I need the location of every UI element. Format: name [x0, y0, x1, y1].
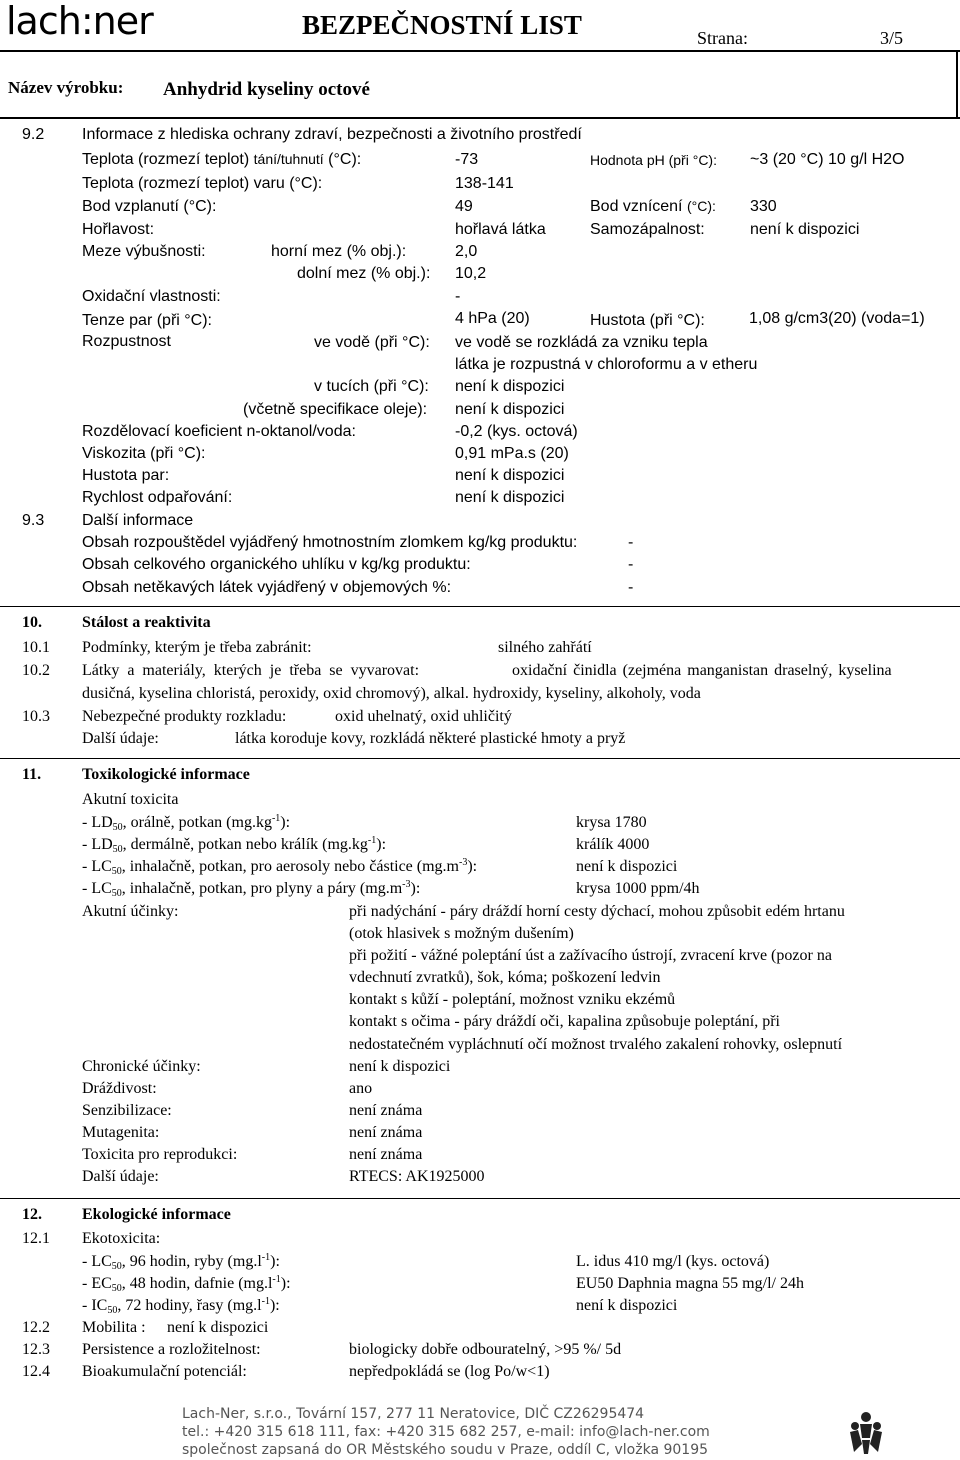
- ld50-dermal-value: králík 4000: [576, 836, 650, 853]
- self-ignition-label: Samozápalnost:: [590, 221, 705, 238]
- solubility-water-value-2: látka je rozpustná v chloroformu a v etheru: [455, 356, 758, 373]
- flammability-label: Hořlavost:: [82, 221, 155, 238]
- acute-effects-line: nedostatečném vypláchnutí očí možnost trvalého zakalení rohovky, oslepnutí: [349, 1036, 843, 1053]
- ic50-algae-label: - $IC_{50}$, 72 hodiny, řasy $(mg.l^{-1})$:: [82, 1296, 280, 1316]
- density-value: 1,08 g/cm3(20) (voda=1): [749, 310, 925, 327]
- product-divider: [0, 117, 960, 119]
- bioaccumulation-value: nepředpokládá se (log Po/w<1): [349, 1363, 550, 1380]
- document-title: BEZPEČNOSTNÍ LIST: [302, 10, 582, 40]
- section-9-3-number: 9.3: [22, 512, 45, 529]
- ignition-label: Bod vznícení (°C):: [590, 198, 716, 215]
- melting-value: -73: [455, 151, 479, 168]
- density-label: Hustota (při °C):: [590, 312, 705, 329]
- people-hands-logo-icon: [846, 1408, 886, 1456]
- vapor-density-value: není k dispozici: [455, 467, 565, 484]
- nonvolatile-value: -: [628, 579, 634, 596]
- acute-effects-label: Akutní účinky:: [82, 903, 179, 920]
- vapor-pressure-value: 4 hPa (20): [455, 310, 530, 327]
- oxidizing-label: Oxidační vlastnosti:: [82, 288, 221, 305]
- evaporation-value: není k dispozici: [455, 489, 565, 506]
- section-11-number: 11.: [22, 766, 42, 783]
- vapor-density-label: Hustota par:: [82, 467, 170, 484]
- viscosity-label: Viskozita (při °C):: [82, 445, 206, 462]
- mobility-value: není k dispozici: [167, 1319, 269, 1336]
- acute-effects-line: při nadýchání - páry dráždí horní cesty dýchací, mohou způsobit edém hrtanu: [349, 903, 845, 920]
- explosion-upper-label: horní mez (% obj.):: [271, 243, 407, 260]
- partition-label: Rozdělovací koeficient n-oktanol/voda:: [82, 423, 356, 440]
- solubility-water-value: ve vodě se rozkládá za vzniku tepla: [455, 334, 708, 351]
- persistence-value: biologicky dobře odbouratelný, >95 %/ 5d: [349, 1341, 622, 1358]
- company-logo: lach:ner: [6, 0, 153, 43]
- reproduction-value: není známa: [349, 1146, 423, 1163]
- ec50-daphnia-value: EU50 Daphnia magna 55 mg/l/ 24h: [576, 1275, 804, 1292]
- lc50-aerosol-value: není k dispozici: [576, 858, 678, 875]
- mutagenicity-value: není známa: [349, 1124, 423, 1141]
- footer-address: Lach-Ner, s.r.o., Tovární 157, 277 11 Neratovice, DIČ CZ26295474: [182, 1406, 645, 1422]
- explosion-lower-label: dolní mez (% obj.):: [297, 265, 431, 282]
- partition-value: -0,2 (kys. octová): [455, 423, 578, 440]
- lc50-fish-value: L. idus 410 mg/l (kys. octová): [576, 1253, 770, 1270]
- solvent-content-label: Obsah rozpouštědel vyjádřený hmotnostním zlomkem kg/kg produktu:: [82, 534, 578, 551]
- explosion-upper-value: 2,0: [455, 243, 478, 260]
- header-divider: [0, 50, 960, 52]
- product-name: Anhydrid kyseliny octové: [163, 79, 370, 100]
- acute-effects-line: (otok hlasivek s možným dušením): [349, 925, 574, 942]
- flash-point-value: 49: [455, 198, 473, 215]
- solubility-oil-value: není k dispozici: [455, 401, 565, 418]
- solubility-water-label: ve vodě (při °C):: [314, 334, 430, 351]
- organic-carbon-label: Obsah celkového organického uhlíku v kg/kg produktu:: [82, 556, 471, 573]
- reproduction-label: Toxicita pro reprodukci:: [82, 1146, 238, 1163]
- nonvolatile-label: Obsah netěkavých látek vyjádřený v objemových %:: [82, 579, 452, 596]
- ld50-oral-label: - $LD_{50}$, orálně, potkan $(mg.kg^{-1})$:: [82, 813, 291, 833]
- ic50-algae-value: není k dispozici: [576, 1297, 678, 1314]
- section-12-divider: [0, 1198, 960, 1199]
- mobility-label: Mobilita :: [82, 1319, 146, 1336]
- header-right-border: [956, 52, 958, 119]
- acute-effects-line: kontakt s kůží - poleptání, možnost vzniku ekzémů: [349, 991, 676, 1008]
- decomposition-value: oxid uhelnatý, oxid uhličitý: [335, 708, 512, 725]
- solubility-label: Rozpustnost: [82, 333, 171, 350]
- page-label: Strana:: [697, 28, 748, 48]
- other-data-value: látka koroduje kovy, rozkládá některé plastické hmoty a pryž: [235, 730, 626, 747]
- irritation-value: ano: [349, 1080, 373, 1097]
- persistence-label: Persistence a rozložitelnost:: [82, 1341, 261, 1358]
- section-9-3-title: Další informace: [82, 512, 194, 529]
- boiling-value: 138-141: [455, 175, 514, 192]
- other-data-label: Další údaje:: [82, 730, 159, 747]
- acute-effects-line: vdechnutí zvratků), šok, kóma; poškození ledvin: [349, 969, 661, 986]
- explosion-lower-value: 10,2: [455, 265, 487, 282]
- decomposition-label: Nebezpečné produkty rozkladu:: [82, 708, 287, 725]
- footer-registration: společnost zapsaná do OR Městského soudu v Praze, oddíl C, vložka 90195: [182, 1442, 709, 1458]
- section-11-divider: [0, 758, 960, 759]
- viscosity-value: 0,91 mPa.s (20): [455, 445, 569, 462]
- incompatible-value-2: dusičná, kyselina chloristá, peroxidy, oxid chromový), alkal. hydroxidy, kyseliny, alkoholy, voda: [82, 685, 701, 702]
- section-12-title: Ekologické informace: [82, 1206, 231, 1223]
- rtecs-value: RTECS: AK1925000: [349, 1168, 485, 1185]
- toxicology-other-label: Další údaje:: [82, 1168, 159, 1185]
- section-10-2-number: 10.2: [22, 662, 50, 679]
- section-11-title: Toxikologické informace: [82, 766, 250, 783]
- boiling-label: Teplota (rozmezí teplot) varu (°C):: [82, 175, 323, 192]
- section-9-2-number: 9.2: [22, 126, 45, 143]
- ph-value: ~3 (20 °C) 10 g/l H2O: [750, 151, 905, 168]
- section-12-2-number: 12.2: [22, 1319, 50, 1336]
- self-ignition-value: není k dispozici: [750, 221, 860, 238]
- flash-point-label: Bod vzplanutí (°C):: [82, 198, 217, 215]
- acute-effects-line: kontakt s očima - páry dráždí oči, kapalina způsobuje poleptání, při: [349, 1013, 780, 1030]
- page-number: 3/5: [880, 28, 904, 48]
- section-9-2-title: Informace z hlediska ochrany zdraví, bezpečnosti a životního prostředí: [82, 126, 582, 143]
- lc50-fish-label: - $LC_{50}$, 96 hodin, ryby $(mg.l^{-1})$:: [82, 1252, 280, 1272]
- explosion-limits-label: Meze výbušnosti:: [82, 243, 206, 260]
- flammability-value: hořlavá látka: [455, 221, 546, 238]
- chronic-label: Chronické účinky:: [82, 1058, 201, 1075]
- acute-effects-line: při požití - vážné poleptání úst a zažívacího ústrojí, zvracení krve (pozor na: [349, 947, 832, 964]
- conditions-label: Podmínky, kterým je třeba zabránit:: [82, 639, 312, 656]
- acute-toxicity-label: Akutní toxicita: [82, 791, 179, 808]
- section-10-3-number: 10.3: [22, 708, 50, 725]
- footer-contact: tel.: +420 315 618 111, fax: +420 315 682 257, e-mail: info@lach-ner.com: [182, 1424, 710, 1440]
- section-12-1-number: 12.1: [22, 1230, 50, 1247]
- sensitization-value: není známa: [349, 1102, 423, 1119]
- section-10-number: 10.: [22, 614, 42, 631]
- bioaccumulation-label: Bioakumulační potenciál:: [82, 1363, 247, 1380]
- ecotoxicity-label: Ekotoxicita:: [82, 1230, 161, 1247]
- product-label: Název výrobku:: [8, 78, 124, 97]
- vapor-pressure-label: Tenze par (při °C):: [82, 312, 212, 329]
- incompatible-value: oxidační činidla (zejména manganistan draselný, kyselina: [512, 662, 892, 679]
- oxidizing-value: -: [455, 288, 461, 305]
- incompatible-label: Látky a materiály, kterých je třeba se vyvarovat:: [82, 662, 420, 679]
- lc50-aerosol-label: - $LC_{50}$, inhalačně, potkan, pro aerosoly nebo částice $(mg.m^{-3})$:: [82, 857, 478, 877]
- organic-carbon-value: -: [628, 556, 634, 573]
- ph-label: Hodnota pH (při °C):: [590, 152, 717, 168]
- irritation-label: Dráždivost:: [82, 1080, 157, 1097]
- solubility-fat-label: v tucích (při °C):: [314, 378, 429, 395]
- conditions-value: silného zahřátí: [498, 639, 592, 656]
- ignition-value: 330: [750, 198, 777, 215]
- section-12-number: 12.: [22, 1206, 42, 1223]
- solubility-fat-value: není k dispozici: [455, 378, 565, 395]
- mutagenicity-label: Mutagenita:: [82, 1124, 160, 1141]
- section-12-3-number: 12.3: [22, 1341, 50, 1358]
- lc50-gas-value: krysa 1000 ppm/4h: [576, 880, 700, 897]
- ec50-daphnia-label: - $EC_{50}$, 48 hodin, dafnie $(mg.l^{-1})$:: [82, 1274, 291, 1294]
- section-10-divider: [0, 606, 960, 607]
- section-10-title: Stálost a reaktivita: [82, 614, 211, 631]
- sensitization-label: Senzibilizace:: [82, 1102, 172, 1119]
- lc50-gas-label: - $LC_{50}$, inhalačně, potkan, pro plyny a páry $(mg.m^{-3})$:: [82, 879, 421, 899]
- chronic-value: není k dispozici: [349, 1058, 451, 1075]
- ld50-oral-value: krysa 1780: [576, 814, 647, 831]
- evaporation-label: Rychlost odpařování:: [82, 489, 233, 506]
- solubility-oil-label: (včetně specifikace oleje):: [243, 401, 428, 418]
- ld50-dermal-label: - $LD_{50}$, dermálně, potkan nebo králík $(mg.kg^{-1})$:: [82, 835, 387, 855]
- melting-label: Teplota (rozmezí teplot) tání/tuhnutí (°C):: [82, 151, 362, 168]
- solvent-content-value: -: [628, 534, 634, 551]
- section-10-1-number: 10.1: [22, 639, 50, 656]
- section-12-4-number: 12.4: [22, 1363, 50, 1380]
